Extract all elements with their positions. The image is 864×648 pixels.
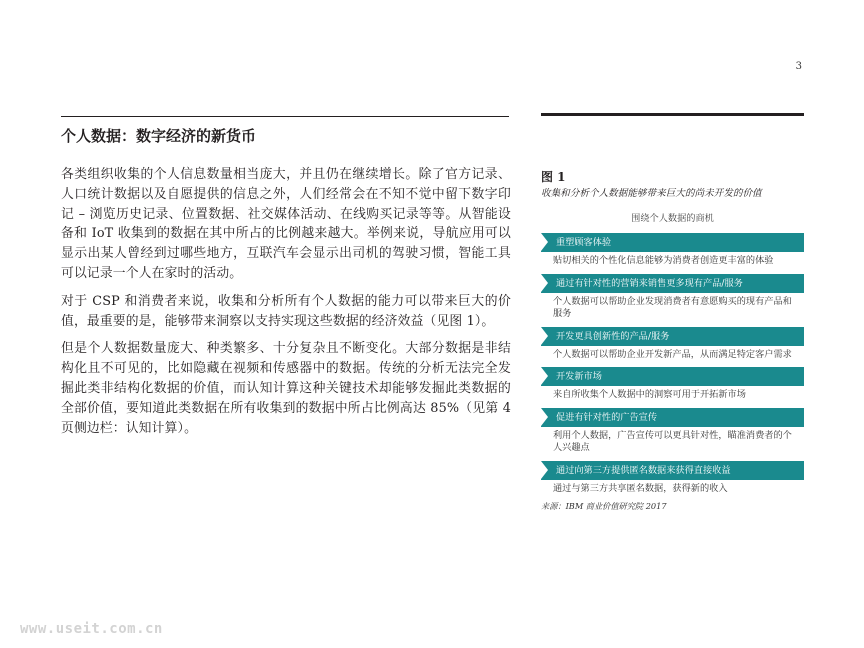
chevron-right-icon [541,274,548,292]
opportunity-title: 重塑顾客体验 [556,237,612,248]
opportunity-item [541,367,804,402]
chevron-right-icon [541,367,548,385]
page-number: 3 [795,61,802,72]
opportunity-title: 开发新市场 [556,371,602,382]
opportunity-header [541,408,804,427]
opportunity-title: 开发更具创新性的产品/服务 [556,330,670,342]
opportunity-header [541,327,804,346]
opportunity-description: 来自所收集个人数据中的洞察可用于开拓新市场 [553,389,746,400]
opportunity-title: 促进有针对性的广告宣传 [556,411,658,423]
opportunity-title: 通过向第三方提供匿名数据来获得直接收益 [556,464,731,476]
opportunity-header [541,274,804,293]
watermark: www.useit.com.cn [20,621,163,637]
opportunity-header [541,233,804,252]
opportunity-header [541,461,804,480]
chevron-right-icon [541,233,548,251]
opportunity-header [541,367,804,386]
opportunity-item [541,233,804,268]
figure-divider [541,113,804,116]
opportunity-list [541,233,804,495]
section-divider [61,116,509,117]
chevron-right-icon [541,408,548,426]
body-text [61,165,511,446]
paragraph: 但是个人数据数量庞大、种类繁多、十分复杂且不断变化。大部分数据是非结构化且不可见的，比如隐藏在视频和传感器中的数据。传统的分析无法完全发掘此类非结构化数据的价值，而认知计算这种关键技术却能够发掘此类数据的全部价值，要知道此类数据在所有收集到的数据中所占比例高达 85%（见第 4 页侧边栏：认知计算）。 [61,341,511,436]
opportunity-description: 贴切相关的个性化信息能够为消费者创造更丰富的体验 [553,255,774,266]
figure-label: 图 1 [541,170,566,184]
opportunity-item [541,461,804,496]
opportunity-description: 利用个人数据，广告宣传可以更具针对性，瞄准消费者的个人兴趣点 [553,429,792,453]
opportunity-description: 个人数据可以帮助企业开发新产品，从而满足特定客户需求 [553,348,792,360]
paragraph: 各类组织收集的个人信息数量相当庞大，并且仍在继续增长。除了官方记录、人口统计数据以及自愿提供的信息之外，人们经常会在不知不觉中留下数字印记 – 浏览历史记录、位置数据、社交媒体活动、在线购买记录等等。从智能设备和 IoT 收集到的数据在其中所占的比例越来越大。举例来说，导航应用可以显示出某人曾经到过哪些地方，互联汽车会显示出司机的驾驶习惯，智能工具可以记录一个人在家时的活动。 [61,167,511,281]
opportunity-title: 通过有针对性的营销来销售更多现有产品/服务 [556,277,743,289]
opportunity-description: 个人数据可以帮助企业发现消费者有意愿购买的现有产品和服务 [553,295,792,319]
section-title: 个人数据：数字经济的新货币 [61,127,257,145]
opportunity-item [541,327,804,362]
chevron-right-icon [541,327,548,345]
opportunity-description: 通过与第三方共享匿名数据，获得新的收入 [553,482,728,494]
chevron-right-icon [541,461,548,479]
opportunity-item [541,274,804,321]
paragraph: 对于 CSP 和消费者来说，收集和分析所有个人数据的能力可以带来巨大的价值，最重要的是，能够带来洞察以支持实现这些数据的经济效益（见图 1）。 [61,293,511,329]
figure-source: 来源：IBM 商业价值研究院 2017 [541,501,667,511]
opportunity-item [541,408,804,455]
figure-1 [541,170,804,512]
figure-caption: 收集和分析个人数据能够带来巨大的尚未开发的价值 [541,188,762,199]
figure-subtitle: 围绕个人数据的商机 [631,213,714,224]
